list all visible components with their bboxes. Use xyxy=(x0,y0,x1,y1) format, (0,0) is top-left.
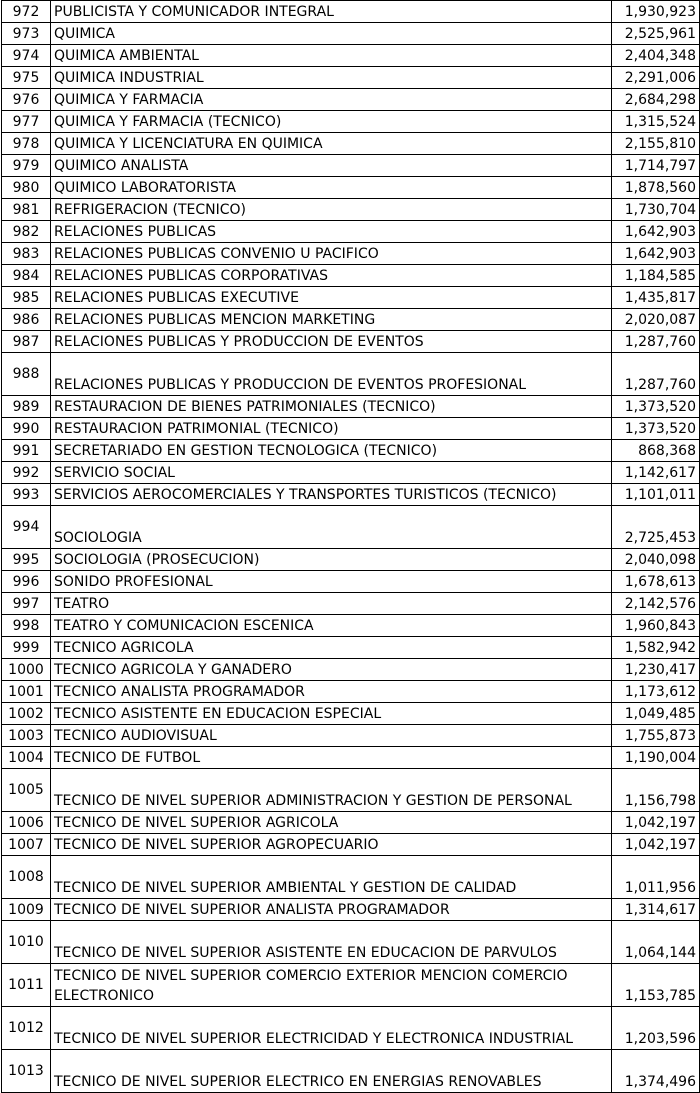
table-row xyxy=(2,725,700,747)
row-number: 980 xyxy=(2,177,51,199)
row-number: 974 xyxy=(2,45,51,67)
table-body xyxy=(2,1,700,1093)
salary-value: 1,142,617 xyxy=(612,462,700,484)
table-row xyxy=(2,111,700,133)
career-name: REFRIGERACION (TECNICO) xyxy=(51,199,612,221)
salary-value: 2,142,576 xyxy=(612,593,700,615)
row-number: 1005 xyxy=(2,769,51,812)
career-name: QUIMICO ANALISTA xyxy=(51,155,612,177)
salary-value: 1,730,704 xyxy=(612,199,700,221)
table-row xyxy=(2,243,700,265)
table-row xyxy=(2,265,700,287)
table-row xyxy=(2,23,700,45)
table-row xyxy=(2,747,700,769)
row-number: 991 xyxy=(2,440,51,462)
salary-value: 1,373,520 xyxy=(612,418,700,440)
salary-value: 1,930,923 xyxy=(612,1,700,23)
career-name: TECNICO DE FUTBOL xyxy=(51,747,612,769)
career-name: TECNICO AGRICOLA xyxy=(51,637,612,659)
row-number: 975 xyxy=(2,67,51,89)
row-number: 1000 xyxy=(2,659,51,681)
career-name: TECNICO DE NIVEL SUPERIOR ELECTRICIDAD Y ELECTRONICA INDUSTRIAL xyxy=(51,1007,612,1050)
row-number: 982 xyxy=(2,221,51,243)
career-name: QUIMICA Y FARMACIA xyxy=(51,89,612,111)
row-number: 999 xyxy=(2,637,51,659)
salary-value: 2,291,006 xyxy=(612,67,700,89)
career-name: SERVICIO SOCIAL xyxy=(51,462,612,484)
table-row xyxy=(2,812,700,834)
table-row xyxy=(2,155,700,177)
career-name: TECNICO AUDIOVISUAL xyxy=(51,725,612,747)
career-name: RELACIONES PUBLICAS Y PRODUCCION DE EVENTOS xyxy=(51,331,612,353)
table-row xyxy=(2,45,700,67)
salary-value: 1,153,785 xyxy=(612,964,700,1007)
salary-value: 1,156,798 xyxy=(612,769,700,812)
career-name: TECNICO AGRICOLA Y GANADERO xyxy=(51,659,612,681)
table-row xyxy=(2,659,700,681)
career-salary-table xyxy=(1,0,700,1093)
salary-value: 1,374,496 xyxy=(612,1050,700,1093)
salary-value: 1,314,617 xyxy=(612,899,700,921)
salary-value: 1,678,613 xyxy=(612,571,700,593)
salary-value: 2,155,810 xyxy=(612,133,700,155)
career-name: TECNICO DE NIVEL SUPERIOR ADMINISTRACION Y GESTION DE PERSONAL xyxy=(51,769,612,812)
table-row xyxy=(2,1050,700,1093)
salary-value: 1,011,956 xyxy=(612,856,700,899)
row-number: 981 xyxy=(2,199,51,221)
career-name: SOCIOLOGIA xyxy=(51,506,612,549)
career-name: PUBLICISTA Y COMUNICADOR INTEGRAL xyxy=(51,1,612,23)
salary-value: 2,020,087 xyxy=(612,309,700,331)
career-name: QUIMICA Y LICENCIATURA EN QUIMICA xyxy=(51,133,612,155)
table-row xyxy=(2,856,700,899)
career-name: QUIMICA INDUSTRIAL xyxy=(51,67,612,89)
row-number: 977 xyxy=(2,111,51,133)
career-name: RELACIONES PUBLICAS MENCION MARKETING xyxy=(51,309,612,331)
table-row xyxy=(2,133,700,155)
salary-value: 1,190,004 xyxy=(612,747,700,769)
salary-value: 1,064,144 xyxy=(612,921,700,964)
career-name: RELACIONES PUBLICAS EXECUTIVE xyxy=(51,287,612,309)
table-row xyxy=(2,703,700,725)
row-number: 978 xyxy=(2,133,51,155)
table-row xyxy=(2,418,700,440)
table-row xyxy=(2,637,700,659)
salary-value: 1,582,942 xyxy=(612,637,700,659)
career-name: QUIMICA AMBIENTAL xyxy=(51,45,612,67)
table-row xyxy=(2,1,700,23)
career-name: QUIMICA xyxy=(51,23,612,45)
table-row xyxy=(2,221,700,243)
career-name: RELACIONES PUBLICAS CONVENIO U PACIFICO xyxy=(51,243,612,265)
career-name: TECNICO DE NIVEL SUPERIOR COMERCIO EXTERIOR MENCION COMERCIO ELECTRONICO xyxy=(51,964,612,1007)
career-name: QUIMICA Y FARMACIA (TECNICO) xyxy=(51,111,612,133)
career-name: QUIMICO LABORATORISTA xyxy=(51,177,612,199)
table-row xyxy=(2,287,700,309)
salary-value: 1,435,817 xyxy=(612,287,700,309)
row-number: 987 xyxy=(2,331,51,353)
salary-value: 1,287,760 xyxy=(612,331,700,353)
table-row xyxy=(2,834,700,856)
salary-value: 1,373,520 xyxy=(612,396,700,418)
row-number: 985 xyxy=(2,287,51,309)
row-number: 1013 xyxy=(2,1050,51,1093)
row-number: 972 xyxy=(2,1,51,23)
row-number: 1006 xyxy=(2,812,51,834)
row-number: 1003 xyxy=(2,725,51,747)
row-number: 996 xyxy=(2,571,51,593)
salary-value: 1,315,524 xyxy=(612,111,700,133)
salary-value: 1,714,797 xyxy=(612,155,700,177)
career-name: RELACIONES PUBLICAS CORPORATIVAS xyxy=(51,265,612,287)
career-name: TECNICO DE NIVEL SUPERIOR AMBIENTAL Y GESTION DE CALIDAD xyxy=(51,856,612,899)
row-number: 986 xyxy=(2,309,51,331)
career-name: SOCIOLOGIA (PROSECUCION) xyxy=(51,549,612,571)
salary-value: 1,101,011 xyxy=(612,484,700,506)
career-name: SERVICIOS AEROCOMERCIALES Y TRANSPORTES TURISTICOS (TECNICO) xyxy=(51,484,612,506)
career-name: TECNICO DE NIVEL SUPERIOR AGRICOLA xyxy=(51,812,612,834)
row-number: 992 xyxy=(2,462,51,484)
salary-value: 1,642,903 xyxy=(612,243,700,265)
table-row xyxy=(2,353,700,396)
salary-value: 1,203,596 xyxy=(612,1007,700,1050)
row-number: 973 xyxy=(2,23,51,45)
row-number: 1001 xyxy=(2,681,51,703)
salary-value: 2,404,348 xyxy=(612,45,700,67)
table-row xyxy=(2,67,700,89)
row-number: 1008 xyxy=(2,856,51,899)
row-number: 1004 xyxy=(2,747,51,769)
table-row xyxy=(2,484,700,506)
row-number: 994 xyxy=(2,506,51,549)
table-row xyxy=(2,309,700,331)
table-row xyxy=(2,964,700,1007)
salary-value: 868,368 xyxy=(612,440,700,462)
row-number: 998 xyxy=(2,615,51,637)
salary-value: 2,684,298 xyxy=(612,89,700,111)
row-number: 997 xyxy=(2,593,51,615)
career-name: TECNICO DE NIVEL SUPERIOR AGROPECUARIO xyxy=(51,834,612,856)
table-row xyxy=(2,593,700,615)
table-row xyxy=(2,462,700,484)
career-name: TECNICO ANALISTA PROGRAMADOR xyxy=(51,681,612,703)
table-row xyxy=(2,769,700,812)
salary-value: 1,049,485 xyxy=(612,703,700,725)
salary-value: 2,725,453 xyxy=(612,506,700,549)
row-number: 993 xyxy=(2,484,51,506)
career-name: TECNICO DE NIVEL SUPERIOR ANALISTA PROGRAMADOR xyxy=(51,899,612,921)
table-row xyxy=(2,506,700,549)
row-number: 983 xyxy=(2,243,51,265)
row-number: 984 xyxy=(2,265,51,287)
salary-value: 1,042,197 xyxy=(612,834,700,856)
salary-value: 1,287,760 xyxy=(612,353,700,396)
row-number: 988 xyxy=(2,353,51,396)
salary-value: 2,525,961 xyxy=(612,23,700,45)
table-row xyxy=(2,1007,700,1050)
salary-value: 1,878,560 xyxy=(612,177,700,199)
career-name: TECNICO DE NIVEL SUPERIOR ELECTRICO EN ENERGIAS RENOVABLES xyxy=(51,1050,612,1093)
career-name: SONIDO PROFESIONAL xyxy=(51,571,612,593)
row-number: 976 xyxy=(2,89,51,111)
salary-value: 2,040,098 xyxy=(612,549,700,571)
career-name: RELACIONES PUBLICAS xyxy=(51,221,612,243)
row-number: 1011 xyxy=(2,964,51,1007)
career-name: TEATRO Y COMUNICACION ESCENICA xyxy=(51,615,612,637)
row-number: 1002 xyxy=(2,703,51,725)
table-row xyxy=(2,899,700,921)
career-name: RESTAURACION DE BIENES PATRIMONIALES (TECNICO) xyxy=(51,396,612,418)
row-number: 1007 xyxy=(2,834,51,856)
row-number: 1012 xyxy=(2,1007,51,1050)
career-name: TECNICO DE NIVEL SUPERIOR ASISTENTE EN EDUCACION DE PARVULOS xyxy=(51,921,612,964)
career-name: SECRETARIADO EN GESTION TECNOLOGICA (TECNICO) xyxy=(51,440,612,462)
table-row xyxy=(2,615,700,637)
salary-value: 1,960,843 xyxy=(612,615,700,637)
salary-value: 1,755,873 xyxy=(612,725,700,747)
row-number: 1010 xyxy=(2,921,51,964)
salary-value: 1,230,417 xyxy=(612,659,700,681)
table-row xyxy=(2,199,700,221)
table-row xyxy=(2,549,700,571)
table-row xyxy=(2,921,700,964)
row-number: 995 xyxy=(2,549,51,571)
row-number: 979 xyxy=(2,155,51,177)
career-name: RELACIONES PUBLICAS Y PRODUCCION DE EVENTOS PROFESIONAL xyxy=(51,353,612,396)
table-row xyxy=(2,177,700,199)
career-name: TEATRO xyxy=(51,593,612,615)
table-row xyxy=(2,89,700,111)
salary-value: 1,642,903 xyxy=(612,221,700,243)
career-name: TECNICO ASISTENTE EN EDUCACION ESPECIAL xyxy=(51,703,612,725)
row-number: 1009 xyxy=(2,899,51,921)
table-row xyxy=(2,681,700,703)
table-row xyxy=(2,571,700,593)
table-row xyxy=(2,331,700,353)
salary-value: 1,173,612 xyxy=(612,681,700,703)
table-row xyxy=(2,440,700,462)
salary-value: 1,184,585 xyxy=(612,265,700,287)
salary-value: 1,042,197 xyxy=(612,812,700,834)
row-number: 990 xyxy=(2,418,51,440)
row-number: 989 xyxy=(2,396,51,418)
career-name: RESTAURACION PATRIMONIAL (TECNICO) xyxy=(51,418,612,440)
table-row xyxy=(2,396,700,418)
